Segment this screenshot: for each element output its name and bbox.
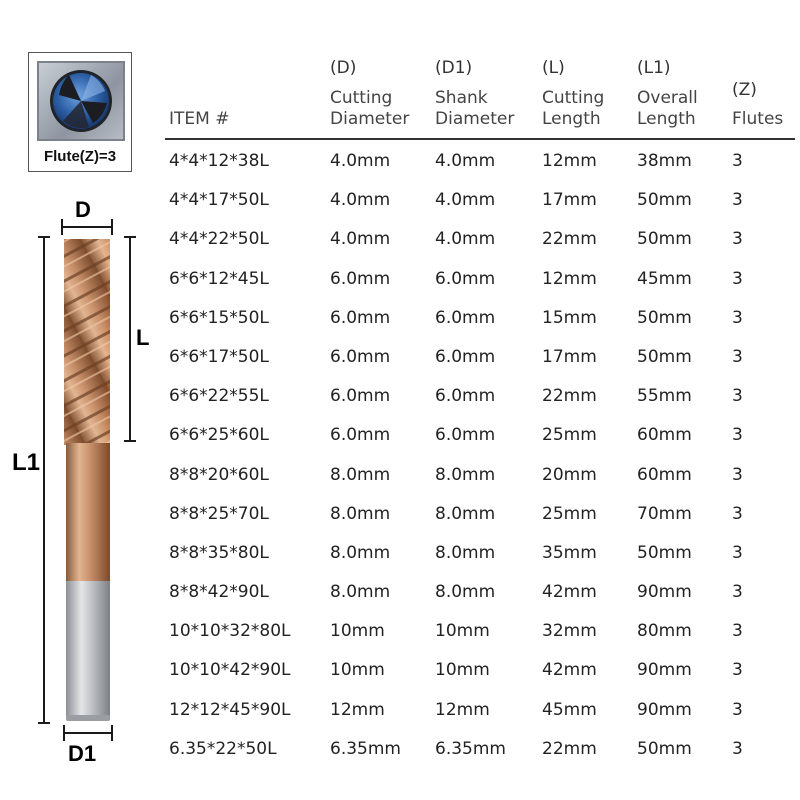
l-label: L — [136, 325, 150, 350]
item-number-cell: 10*10*32*80L — [169, 621, 291, 642]
overall-length-cell: 80mm — [637, 621, 692, 642]
cutting-diameter-cell: 4.0mm — [330, 151, 391, 171]
table-row — [165, 220, 795, 259]
item-number-cell: 12*12*45*90L — [169, 699, 291, 720]
shank-diameter-cell: 6.0mm — [435, 307, 496, 328]
shank-diameter-cell: 8.0mm — [435, 503, 496, 524]
end-mill-drawing — [0, 185, 160, 785]
shank-diameter-cell: 6.0mm — [435, 425, 496, 446]
flute-count-caption: Flute(Z)=3 — [43, 148, 117, 165]
table-row — [165, 534, 795, 573]
header-symbol: (L1) — [637, 58, 671, 78]
cutting-diameter-cell: 6.0mm — [330, 268, 391, 289]
flutes-cell: 3 — [732, 307, 743, 328]
header-label-line2: Diameter — [435, 109, 515, 129]
flutes-cell: 3 — [732, 660, 743, 681]
item-number-cell: 8*8*42*90L — [169, 582, 269, 603]
item-number-cell: 6*6*25*60L — [169, 425, 269, 446]
header-symbol: (D) — [330, 58, 357, 78]
overall-length-cell: 45mm — [637, 268, 692, 289]
header-symbol: (D1) — [435, 58, 473, 78]
cutting-diameter-cell: 4.0mm — [330, 190, 391, 211]
cutting-diameter-cell: 6.0mm — [330, 307, 391, 328]
item-number-cell: 6*6*12*45L — [169, 268, 269, 289]
flutes-cell: 3 — [732, 503, 743, 524]
flutes-cell: 3 — [732, 346, 743, 367]
flutes-cell: 3 — [732, 542, 743, 563]
flutes-cell: 3 — [732, 268, 743, 289]
cutting-diameter-cell: 6.0mm — [330, 386, 391, 407]
overall-length-cell: 60mm — [637, 464, 692, 485]
cutting-length-cell: 25mm — [542, 503, 597, 524]
shank-diameter-cell: 8.0mm — [435, 582, 496, 603]
l1-label: L1 — [12, 449, 41, 476]
cutting-diameter-cell: 8.0mm — [330, 464, 391, 485]
cutting-length-cell: 42mm — [542, 660, 597, 681]
overall-length-cell: 50mm — [637, 307, 692, 328]
table-header — [165, 50, 795, 138]
cutting-diameter-cell: 8.0mm — [330, 542, 391, 563]
shank-diameter-cell: 8.0mm — [435, 464, 496, 485]
overall-length-cell: 90mm — [637, 660, 692, 681]
header-label-line1: Overall — [637, 88, 698, 108]
cutting-diameter-cell: 8.0mm — [330, 582, 391, 603]
shank-chamfer — [66, 715, 110, 721]
flutes-cell: 3 — [732, 699, 743, 720]
flutes-cell: 3 — [732, 386, 743, 407]
shank-diameter-cell: 4.0mm — [435, 190, 496, 211]
cutting-diameter-cell: 6.0mm — [330, 425, 391, 446]
cutting-length-cell: 17mm — [542, 346, 597, 367]
cutting-length-cell: 15mm — [542, 307, 597, 328]
table-row — [165, 691, 795, 730]
fluted-cutting-section — [64, 239, 110, 445]
overall-length-cell: 50mm — [637, 190, 692, 211]
header-item-label: ITEM # — [169, 109, 230, 129]
shank-diameter-cell: 6.35mm — [435, 738, 506, 759]
table-row — [165, 573, 795, 612]
table-body — [165, 142, 795, 769]
overall-length-cell: 55mm — [637, 386, 692, 407]
cutting-diameter-cell: 6.35mm — [330, 738, 401, 759]
table-row — [165, 730, 795, 769]
cutting-length-cell: 35mm — [542, 542, 597, 563]
shank-diameter-cell: 12mm — [435, 699, 490, 720]
shank-diameter-cell: 10mm — [435, 660, 490, 681]
table-row — [165, 260, 795, 299]
item-number-cell: 6*6*15*50L — [169, 307, 269, 328]
item-number-cell: 8*8*35*80L — [169, 542, 269, 563]
shank-diameter-cell: 4.0mm — [435, 151, 496, 171]
item-number-cell: 4*4*17*50L — [169, 190, 269, 211]
item-number-cell: 6.35*22*50L — [169, 738, 277, 759]
header-symbol: (L) — [542, 58, 565, 78]
end-mill-illustration — [0, 185, 160, 785]
header-label-line2: Length — [637, 109, 696, 129]
overall-length-cell: 90mm — [637, 582, 692, 603]
flutes-cell: 3 — [732, 464, 743, 485]
item-number-cell: 4*4*22*50L — [169, 229, 269, 250]
cutting-length-cell: 17mm — [542, 190, 597, 211]
overall-length-cell: 50mm — [637, 738, 692, 759]
flutes-cell: 3 — [732, 582, 743, 603]
header-label-line2: Flutes — [732, 109, 784, 129]
table-row — [165, 612, 795, 651]
uncoated-shank-section — [66, 581, 110, 719]
header-symbol: (Z) — [732, 80, 757, 100]
cutting-length-cell: 42mm — [542, 582, 597, 603]
shank-diameter-cell: 6.0mm — [435, 268, 496, 289]
table-row — [165, 416, 795, 455]
item-number-cell: 8*8*20*60L — [169, 464, 269, 485]
overall-length-cell: 70mm — [637, 503, 692, 524]
table-row — [165, 495, 795, 534]
cutting-length-cell: 22mm — [542, 386, 597, 407]
three-flute-cross-section-icon — [39, 63, 123, 139]
cutting-length-cell: 22mm — [542, 738, 597, 759]
header-label-line1: Cutting — [542, 88, 605, 108]
table-row — [165, 299, 795, 338]
table-row — [165, 651, 795, 690]
item-number-cell: 6*6*17*50L — [169, 346, 269, 367]
item-number-cell: 4*4*12*38L — [169, 151, 269, 171]
cutting-length-cell: 12mm — [542, 151, 597, 171]
table-row — [165, 456, 795, 495]
overall-length-cell: 90mm — [637, 699, 692, 720]
cutting-length-cell: 25mm — [542, 425, 597, 446]
item-number-cell: 6*6*22*55L — [169, 386, 269, 407]
table-row — [165, 142, 795, 181]
header-divider — [165, 138, 795, 140]
cutting-length-cell: 20mm — [542, 464, 597, 485]
table-row — [165, 377, 795, 416]
shank-diameter-cell: 10mm — [435, 621, 490, 642]
table-row — [165, 338, 795, 377]
overall-length-cell: 60mm — [637, 425, 692, 446]
overall-length-cell: 50mm — [637, 346, 692, 367]
overall-length-cell: 50mm — [637, 229, 692, 250]
header-label-line2: Length — [542, 109, 601, 129]
cutting-length-cell: 22mm — [542, 229, 597, 250]
shank-diameter-cell: 4.0mm — [435, 229, 496, 250]
header-label-line1: Cutting — [330, 88, 393, 108]
flutes-cell: 3 — [732, 738, 743, 759]
d1-label: D1 — [68, 741, 97, 766]
shank-diameter-cell: 8.0mm — [435, 542, 496, 563]
overall-length-cell: 50mm — [637, 542, 692, 563]
cutting-diameter-cell: 12mm — [330, 699, 385, 720]
item-number-cell: 8*8*25*70L — [169, 503, 269, 524]
cutting-length-cell: 45mm — [542, 699, 597, 720]
flutes-cell: 3 — [732, 621, 743, 642]
header-label-line1: Shank — [435, 88, 488, 108]
shank-diameter-cell: 6.0mm — [435, 386, 496, 407]
header-label-line2: Diameter — [330, 109, 410, 129]
cutting-diameter-cell: 6.0mm — [330, 346, 391, 367]
item-number-cell: 10*10*42*90L — [169, 660, 291, 681]
shank-diameter-cell: 6.0mm — [435, 346, 496, 367]
flute-badge — [28, 52, 132, 172]
flutes-cell: 3 — [732, 229, 743, 250]
cutting-diameter-cell: 8.0mm — [330, 503, 391, 524]
flutes-cell: 3 — [732, 190, 743, 211]
cutting-diameter-cell: 10mm — [330, 621, 385, 642]
flute-cross-section-frame — [37, 61, 125, 141]
coated-shank-section — [66, 443, 110, 583]
cutting-length-cell: 32mm — [542, 621, 597, 642]
d-label: D — [75, 197, 91, 222]
cutting-length-cell: 12mm — [542, 268, 597, 289]
flutes-cell: 3 — [732, 425, 743, 446]
table-row — [165, 181, 795, 220]
cutting-diameter-cell: 10mm — [330, 660, 385, 681]
flutes-cell: 3 — [732, 151, 743, 171]
cutting-diameter-cell: 4.0mm — [330, 229, 391, 250]
overall-length-cell: 38mm — [637, 151, 692, 171]
